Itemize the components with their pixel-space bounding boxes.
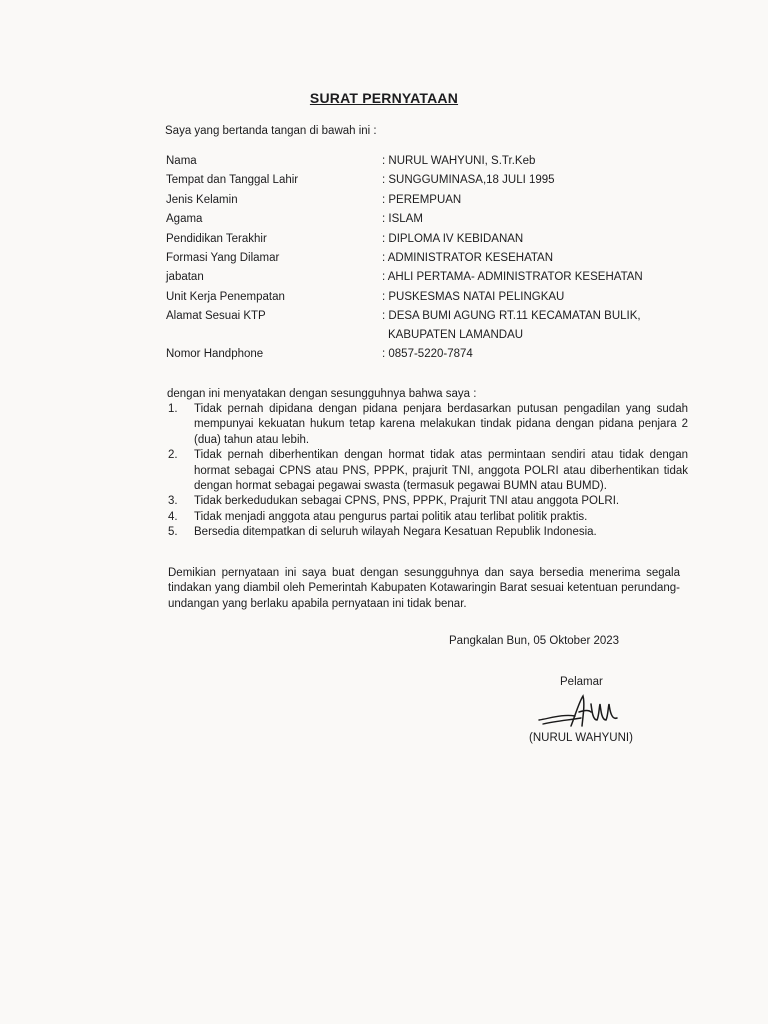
declaration-intro: dengan ini menyatakan dengan sesungguhnya bahwa saya : (167, 388, 477, 400)
list-item (168, 402, 688, 448)
field-label: Tempat dan Tanggal Lahir (166, 174, 299, 187)
list-item-text: Tidak pernah diberhentikan dengan hormat tidak atas permintaan sendiri atau tidak dengan hormat sebagai CPNS atau PNS, PPPK, prajurit TNI, anggota POLRI atau diberhentikan tidak dengan hormat sebagai pegawai swasta (termasuk pegawai BUMN atau BUMD). (194, 449, 688, 493)
field-value-continued: KABUPATEN LAMANDAU (388, 329, 524, 342)
identity-fields (166, 155, 696, 368)
field-row-formasi (166, 252, 696, 271)
field-row-pendidikan (166, 233, 696, 252)
closing-paragraph: Demikian pernyataan ini saya buat dengan sesungguhnya dan saya bersedia menerima segala tindakan yang diambil oleh Pemerintah Kabupaten Kotawaringin Barat sesuai ketentuan perundang-undangan yang berlaku apabila pernyataan ini tidak benar. (168, 567, 680, 610)
field-label: Formasi Yang Dilamar (166, 251, 280, 264)
field-row-jenis-kelamin (166, 194, 696, 213)
field-row-nama (166, 155, 696, 174)
field-row-handphone (166, 348, 696, 367)
list-item-number: 1. (168, 403, 178, 415)
field-label: jabatan (166, 271, 204, 284)
list-item (168, 494, 688, 509)
list-item-text: Tidak pernah dipidana dengan pidana penjara berdasarkan putusan pengadilan yang sudah mempunyai kekuatan hukum tetap karena melakukan tindak pidana dengan pidana penjara 2 (dua) tahun atau lebih. (194, 403, 688, 446)
field-row-ttl (166, 174, 696, 193)
field-label: Agama (166, 213, 203, 226)
field-row-alamat (166, 310, 696, 348)
field-value: : 0857-5220-7874 (382, 348, 473, 361)
place-date: Pangkalan Bun, 05 Oktober 2023 (449, 635, 620, 647)
signature-icon (535, 690, 625, 734)
list-item-number: 3. (168, 495, 178, 508)
field-label: Nomor Handphone (166, 348, 264, 361)
field-value: : PEREMPUAN (382, 193, 462, 206)
field-value: : ISLAM (382, 213, 423, 226)
field-label: Unit Kerja Penempatan (166, 290, 285, 303)
intro-text: Saya yang bertanda tangan di bawah ini : (165, 125, 377, 137)
field-value: : SUNGGUMINASA,18 JULI 1995 (382, 174, 555, 187)
list-item-number: 5. (168, 526, 178, 539)
list-item-number: 4. (168, 510, 178, 523)
field-label: Nama (166, 155, 197, 167)
field-label: Alamat Sesuai KTP (166, 310, 266, 323)
list-item-number: 2. (168, 449, 178, 462)
field-row-agama (166, 213, 696, 232)
field-value: : ADMINISTRATOR KESEHATAN (382, 251, 554, 264)
list-item (168, 510, 688, 525)
signer-name: (NURUL WAHYUNI) (529, 732, 633, 744)
document-title: SURAT PERNYATAAN (309, 90, 459, 106)
statement-list (168, 402, 688, 541)
list-item-text: Tidak menjadi anggota atau pengurus partai politik atau terlibat politik praktis. (194, 510, 588, 523)
field-label: Pendidikan Terakhir (166, 232, 267, 245)
field-value: : NURUL WAHYUNI, S.Tr.Keb (382, 155, 536, 167)
list-item (168, 525, 688, 540)
field-value: : DIPLOMA IV KEBIDANAN (382, 232, 524, 245)
signer-role: Pelamar (560, 676, 603, 688)
field-label: Jenis Kelamin (166, 193, 238, 206)
field-row-jabatan (166, 271, 696, 290)
list-item (168, 448, 688, 494)
field-value: : PUSKESMAS NATAI PELINGKAU (382, 290, 565, 303)
field-value: : DESA BUMI AGUNG RT.11 KECAMATAN BULIK, (382, 310, 641, 323)
list-item-text: Bersedia ditempatkan di seluruh wilayah Negara Kesatuan Republik Indonesia. (194, 526, 597, 539)
field-value: : AHLI PERTAMA- ADMINISTRATOR KESEHATAN (382, 271, 643, 284)
list-item-text: Tidak berkedudukan sebagai CPNS, PNS, PPPK, Prajurit TNI atau anggota POLRI. (194, 495, 620, 508)
field-row-unit-kerja (166, 291, 696, 310)
